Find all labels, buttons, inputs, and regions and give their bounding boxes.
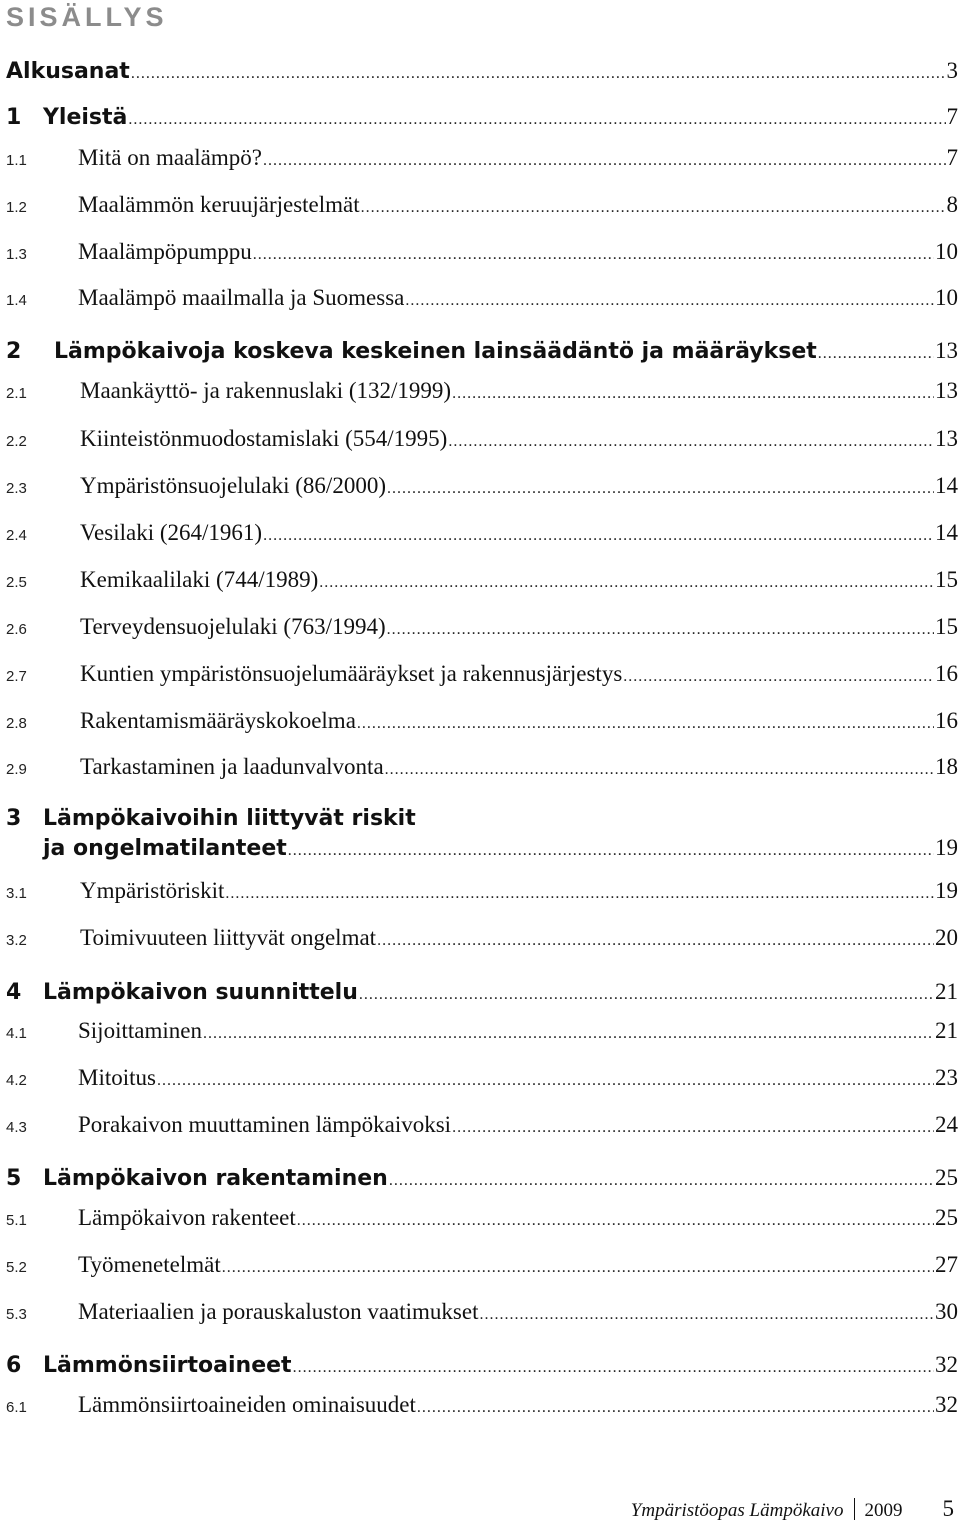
toc-subentry[interactable] — [6, 473, 958, 499]
toc-subentry[interactable] — [6, 661, 958, 687]
toc-page-number: 21 — [935, 1018, 958, 1043]
toc-entry-number: 2.3 — [6, 480, 27, 497]
toc-subentry[interactable] — [6, 378, 958, 404]
toc-entry-number: 2.6 — [6, 621, 27, 638]
toc-entry-label: Lämpökaivon rakentaminen — [43, 1166, 388, 1191]
toc-leader-dots — [385, 761, 934, 779]
toc-entry-label: Mitä on maalämpö? — [78, 145, 262, 170]
toc-page-number: 20 — [935, 925, 958, 950]
toc-entry-label: Alkusanat — [6, 59, 130, 84]
toc-entry-label: Lämpökaivoja koskeva keskeinen lainsäädäntö ja määräykset — [54, 339, 817, 364]
footer-publication-title: Ympäristöopas Lämpökaivo — [630, 1500, 844, 1521]
toc-entry-label: Tarkastaminen ja laadunvalvonta — [80, 754, 384, 779]
toc-leader-dots — [253, 246, 934, 264]
footer-page-number: 5 — [942, 1496, 954, 1521]
toc-entry-label-line1: Lämpökaivoihin liittyvät riskit — [43, 806, 416, 831]
toc-leader-dots — [288, 842, 934, 860]
toc-entry-label: Kiinteistönmuodostamislaki (554/1995) — [80, 426, 448, 451]
toc-subentry[interactable] — [6, 520, 958, 546]
toc-leader-dots — [448, 433, 934, 451]
toc-page-number: 19 — [935, 835, 958, 860]
toc-entry[interactable] — [6, 979, 958, 1005]
toc-leader-dots — [818, 345, 934, 363]
toc-entry[interactable] — [6, 58, 958, 84]
toc-subentry[interactable] — [6, 1299, 958, 1325]
toc-page-number: 16 — [935, 708, 958, 733]
toc-subentry[interactable] — [6, 192, 958, 218]
toc-leader-dots — [225, 885, 934, 903]
toc-subentry[interactable] — [6, 708, 958, 734]
toc-entry-label: ja ongelmatilanteet — [43, 836, 287, 861]
toc-leader-dots — [222, 1259, 934, 1277]
toc-entry-label: Maankäyttö- ja rakennuslaki (132/1999) — [80, 378, 452, 403]
toc-entry[interactable] — [6, 806, 958, 861]
toc-leader-dots — [452, 1119, 934, 1137]
toc-subentry[interactable] — [6, 567, 958, 593]
toc-entry[interactable] — [6, 104, 958, 130]
toc-subentry[interactable] — [6, 925, 958, 951]
toc-leader-dots — [128, 111, 945, 129]
toc-subentry[interactable] — [6, 614, 958, 640]
toc-entry-number: 2.9 — [6, 761, 27, 778]
footer-year: 2009 — [864, 1500, 903, 1521]
toc-entry-number: 1 — [6, 105, 22, 130]
toc-page-number: 32 — [935, 1392, 958, 1417]
toc-entry-number: 4.2 — [6, 1072, 27, 1089]
toc-subentry[interactable] — [6, 239, 958, 265]
toc-entry-label: Ympäristönsuojelulaki (86/2000) — [80, 473, 386, 498]
toc-page-number: 7 — [946, 104, 958, 129]
toc-leader-dots — [389, 1172, 934, 1190]
toc-entry-number: 3.1 — [6, 885, 27, 902]
toc-entry[interactable] — [6, 1165, 958, 1191]
toc-leader-dots — [479, 1306, 934, 1324]
toc-page-number: 8 — [946, 192, 958, 217]
toc-subentry[interactable] — [6, 878, 958, 904]
toc-entry-number: 1.3 — [6, 246, 27, 263]
toc-entry-label: Lämmönsiirtoaineet — [43, 1353, 292, 1378]
toc-leader-dots — [293, 1359, 934, 1377]
toc-entry-number: 5.3 — [6, 1306, 27, 1323]
toc-subentry[interactable] — [6, 754, 958, 780]
toc-page-number: 32 — [935, 1352, 958, 1377]
toc-page-number: 23 — [935, 1065, 958, 1090]
toc-leader-dots — [319, 574, 934, 592]
toc-entry-number: 2.4 — [6, 527, 27, 544]
toc-page-number: 14 — [935, 520, 958, 545]
toc-page-number: 13 — [935, 378, 958, 403]
toc-entry-number: 2.8 — [6, 715, 27, 732]
toc-leader-dots — [623, 668, 934, 686]
toc-entry-number: 3.2 — [6, 932, 27, 949]
toc-subentry[interactable] — [6, 426, 958, 452]
toc-page-number: 25 — [935, 1165, 958, 1190]
toc-leader-dots — [263, 152, 946, 170]
toc-entry-number: 6.1 — [6, 1399, 27, 1416]
toc-page-number: 14 — [935, 473, 958, 498]
toc-entry-number: 1.1 — [6, 152, 27, 169]
toc-page-number: 21 — [935, 979, 958, 1004]
toc-entry-number: 5.2 — [6, 1259, 27, 1276]
toc-page-number: 15 — [935, 614, 958, 639]
toc-leader-dots — [361, 199, 946, 217]
toc-subentry[interactable] — [6, 1252, 958, 1278]
toc-leader-dots — [377, 932, 934, 950]
toc-entry-number: 1.4 — [6, 292, 27, 309]
toc-page-number: 18 — [935, 754, 958, 779]
toc-entry-label: Lämpökaivon rakenteet — [78, 1205, 296, 1230]
toc-entry-number: 2 — [6, 339, 22, 364]
toc-page-number: 27 — [935, 1252, 958, 1277]
toc-entry-number: 2.2 — [6, 433, 27, 450]
toc-page-number: 19 — [935, 878, 958, 903]
toc-leader-dots — [263, 527, 934, 545]
toc-leader-dots — [405, 292, 934, 310]
toc-entry-label: Terveydensuojelulaki (763/1994) — [80, 614, 386, 639]
toc-leader-dots — [297, 1212, 934, 1230]
toc-page-number: 10 — [935, 285, 958, 310]
toc-leader-dots — [157, 1072, 934, 1090]
toc-subentry[interactable] — [6, 285, 958, 311]
toc-entry-label: Maalämmön keruujärjestelmät — [78, 192, 360, 217]
toc-entry-number: 5.1 — [6, 1212, 27, 1229]
toc-leader-dots — [359, 986, 934, 1004]
toc-entry-label: Maalämpö maailmalla ja Suomessa — [78, 285, 405, 310]
footer-divider — [854, 1498, 855, 1520]
toc-leader-dots — [203, 1025, 934, 1043]
toc-page-number: 3 — [946, 58, 958, 83]
toc-entry-number: 2.7 — [6, 668, 27, 685]
toc-heading: SISÄLLYS — [6, 2, 168, 32]
toc-entry-label: Maalämpöpumppu — [78, 239, 252, 264]
toc-leader-dots — [387, 480, 934, 498]
toc-entry-number: 4 — [6, 980, 22, 1005]
toc-entry-label: Lämpökaivon suunnittelu — [43, 980, 358, 1005]
page-footer — [631, 1494, 954, 1522]
toc-page-number: 13 — [935, 426, 958, 451]
toc-page-number: 30 — [935, 1299, 958, 1324]
toc-page-number: 15 — [935, 567, 958, 592]
toc-subentry[interactable] — [6, 1112, 958, 1138]
toc-entry[interactable] — [6, 338, 958, 364]
toc-entry-label: Kemikaalilaki (744/1989) — [80, 567, 319, 592]
toc-subentry[interactable] — [6, 1205, 958, 1231]
toc-leader-dots — [357, 715, 934, 733]
toc-leader-dots — [387, 621, 934, 639]
toc-entry-label: Työmenetelmät — [78, 1252, 221, 1277]
toc-subentry[interactable] — [6, 1065, 958, 1091]
toc-entry-number: 4.1 — [6, 1025, 27, 1042]
toc-entry-number: 4.3 — [6, 1119, 27, 1136]
toc-entry-label: Mitoitus — [78, 1065, 156, 1090]
toc-page-number: 10 — [935, 239, 958, 264]
toc-entry-label: Sijoittaminen — [78, 1018, 202, 1043]
toc-leader-dots — [452, 385, 934, 403]
toc-page-number: 13 — [935, 338, 958, 363]
toc-entry-label: Porakaivon muuttaminen lämpökaivoksi — [78, 1112, 452, 1137]
toc-entry-number: 2.5 — [6, 574, 27, 591]
toc-leader-dots — [417, 1399, 934, 1417]
toc-page-number: 25 — [935, 1205, 958, 1230]
toc-entry[interactable] — [6, 1352, 958, 1378]
toc-entry-number: 1.2 — [6, 199, 27, 216]
toc-entry-label: Vesilaki (264/1961) — [80, 520, 263, 545]
toc-entry-number: 6 — [6, 1353, 22, 1378]
toc-entry-label: Ympäristöriskit — [80, 878, 225, 903]
toc-entry-label: Yleistä — [43, 105, 128, 130]
toc-page-number: 16 — [935, 661, 958, 686]
toc-entry-label: Rakentamismääräyskokoelma — [80, 708, 356, 733]
toc-subentry[interactable] — [6, 1018, 958, 1044]
toc-entry-label: Materiaalien ja porauskaluston vaatimukset — [78, 1299, 479, 1324]
toc-subentry[interactable] — [6, 145, 958, 171]
toc-page-number: 24 — [935, 1112, 958, 1137]
toc-subentry[interactable] — [6, 1392, 958, 1418]
toc-entry-label: Toimivuuteen liittyvät ongelmat — [80, 925, 377, 950]
toc-page-number: 7 — [946, 145, 958, 170]
toc-entry-label: Kuntien ympäristönsuojelumääräykset ja rakennusjärjestys — [80, 661, 623, 686]
toc-entry-number: 5 — [6, 1166, 22, 1191]
toc-entry-number: 3 — [6, 806, 22, 831]
toc-entry-number: 2.1 — [6, 385, 27, 402]
toc-entry-label: Lämmönsiirtoaineiden ominaisuudet — [78, 1392, 416, 1417]
toc-leader-dots — [131, 65, 946, 83]
